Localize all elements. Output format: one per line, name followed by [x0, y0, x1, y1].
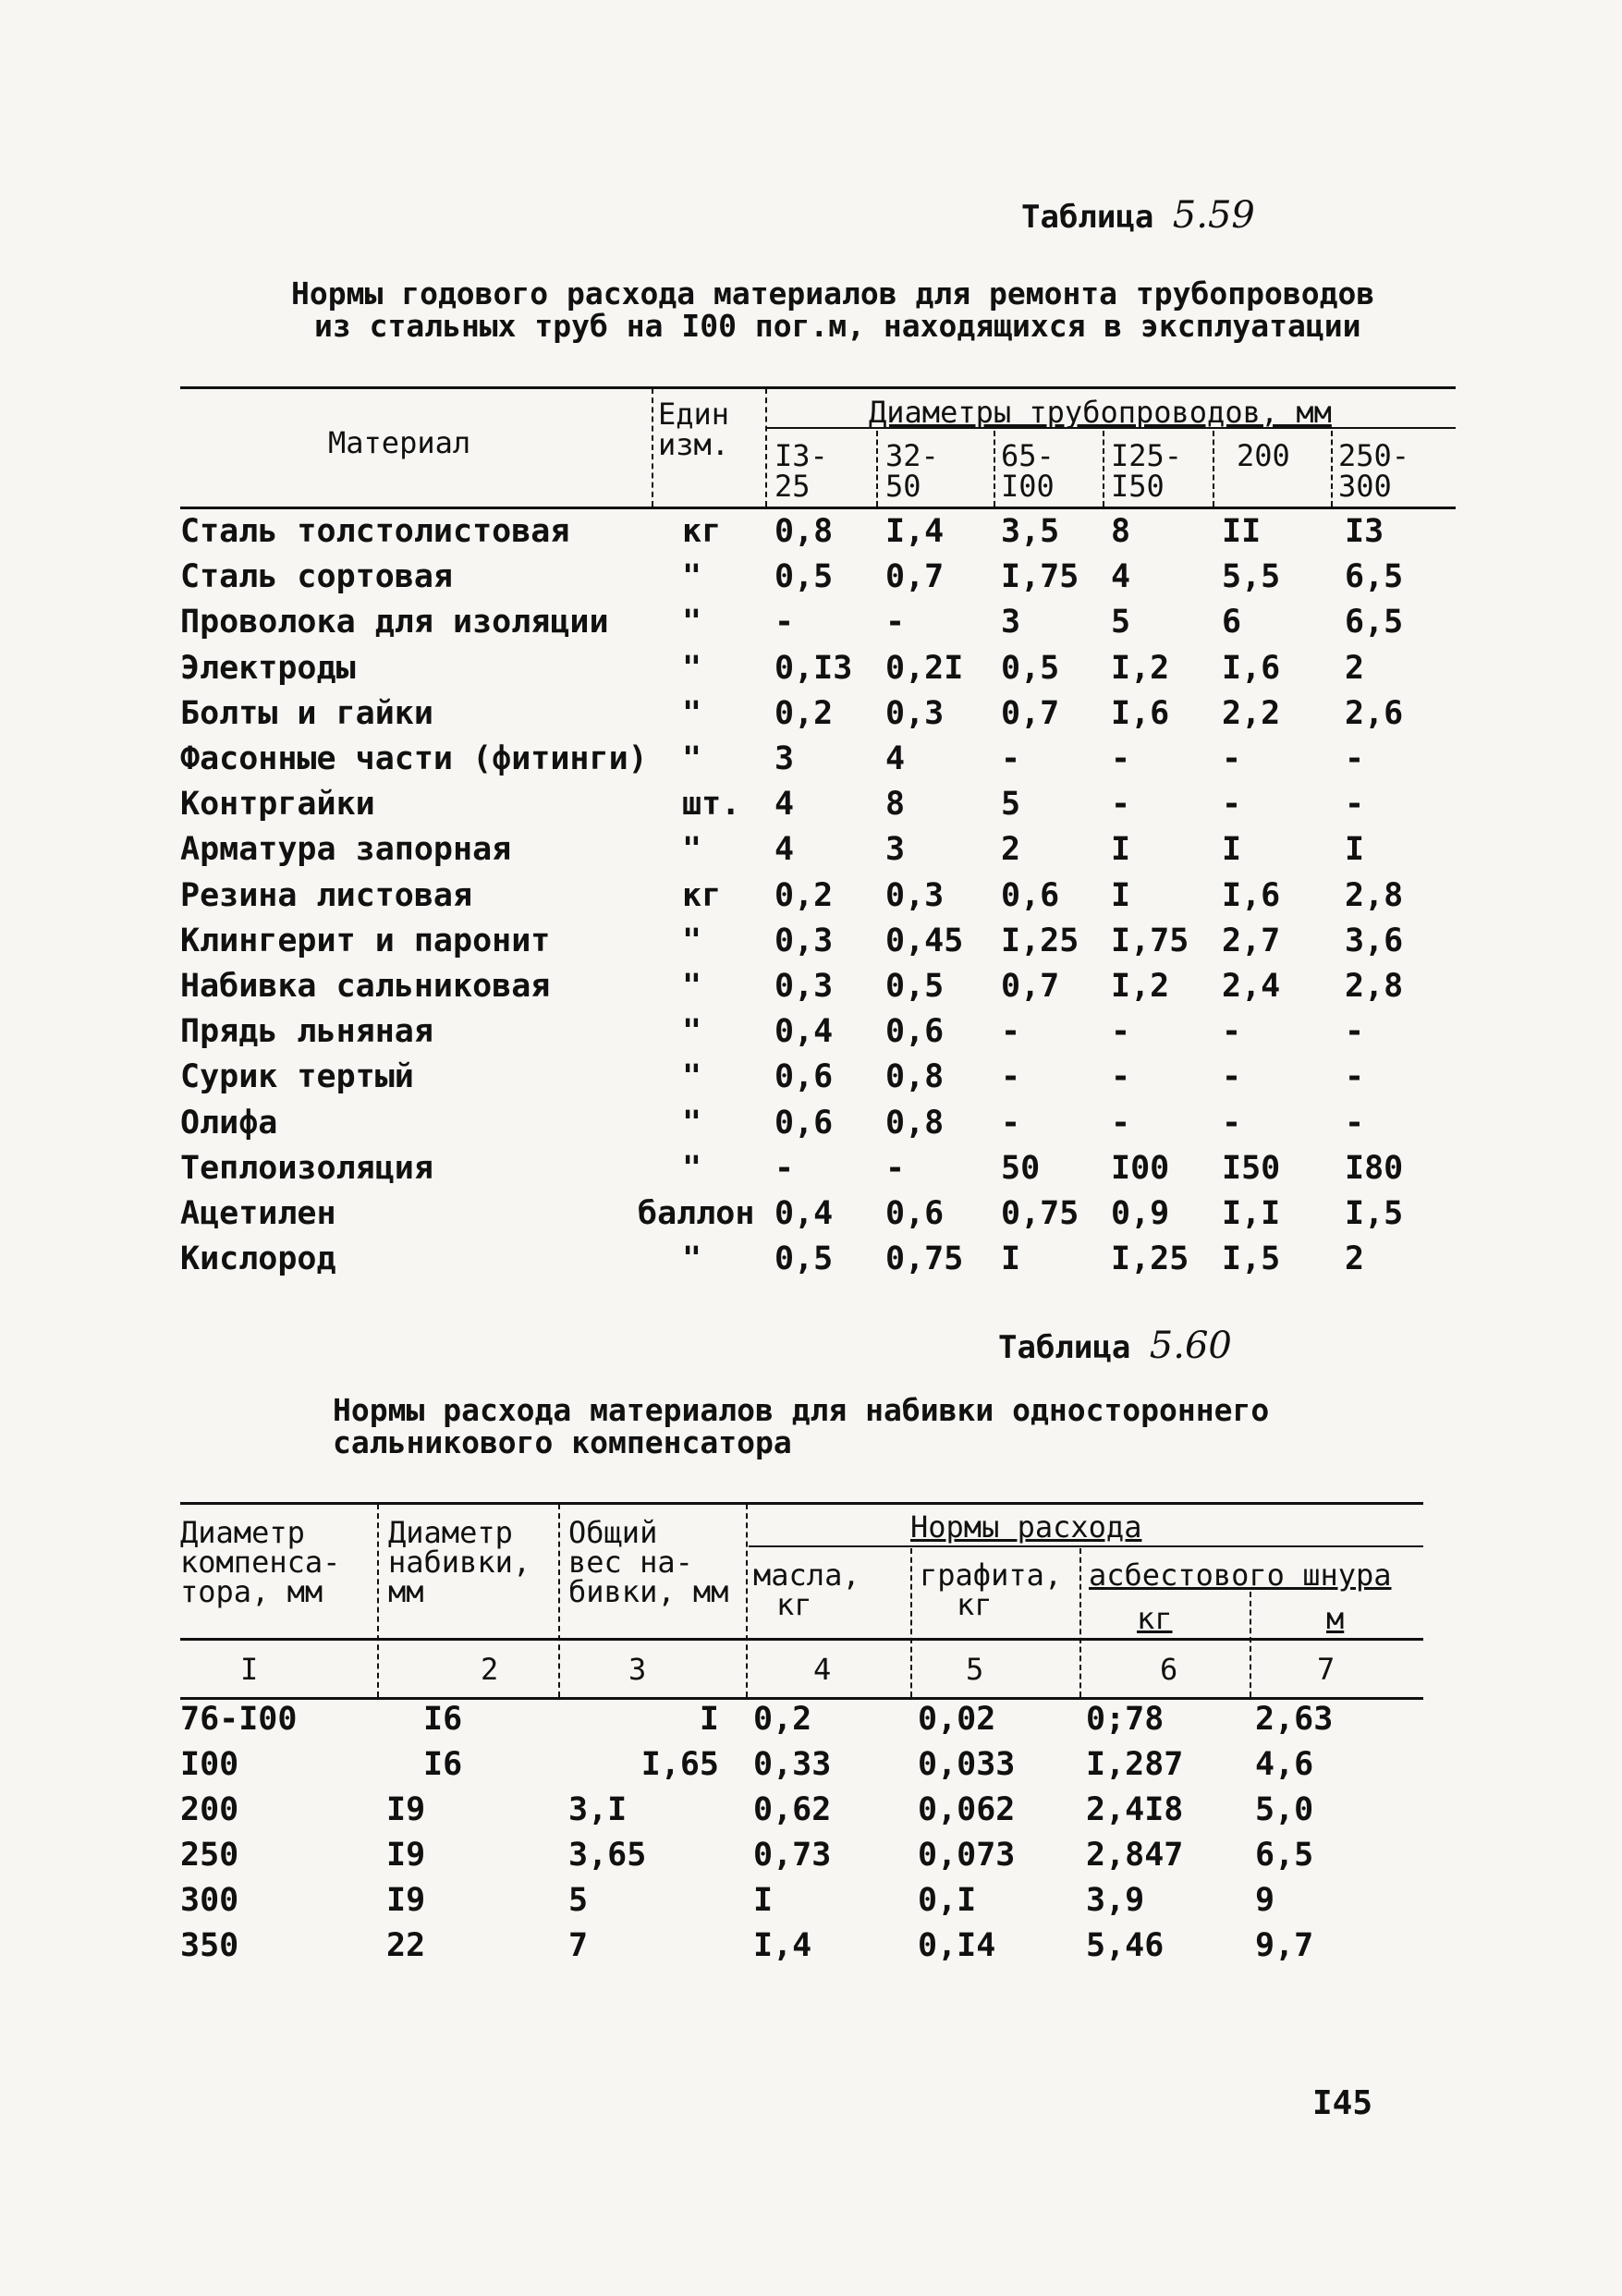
table1-header-d6-l1: 250- [1338, 438, 1410, 473]
table2-value-cell: 0,033 [918, 1746, 1016, 1783]
table1-value-cell: I,6 [1222, 650, 1281, 687]
table1-value-cell: 0,5 [885, 968, 945, 1005]
table1-material-cell: Сталь толстолистовая [180, 513, 570, 550]
table2-value-cell: I,287 [1086, 1746, 1184, 1783]
table1-value-cell: 6 [1222, 604, 1242, 641]
table2-header-col3-l1: Общий [568, 1515, 658, 1550]
table1-value-cell: 0,6 [774, 1058, 834, 1095]
table1-value-cell: - [1345, 1013, 1365, 1050]
table1-value-cell: - [1345, 1058, 1365, 1095]
table1-material-cell: Контргайки [180, 786, 375, 823]
table1-material-cell: Олифа [180, 1105, 278, 1142]
table2-value-cell: I,65 [640, 1746, 719, 1783]
table2-colnum: 4 [813, 1652, 832, 1687]
table2-value-cell: 250 [180, 1837, 239, 1874]
table2-value-cell: 0;78 [1086, 1701, 1165, 1738]
table1-value-cell: 6,5 [1345, 558, 1404, 595]
table1-value-cell: - [1111, 1058, 1131, 1095]
table1-material-cell: Набивка сальниковая [180, 968, 551, 1005]
table1-header-d2-l2: 50 [885, 469, 921, 504]
table1-value-cell: 50 [1001, 1150, 1041, 1187]
table1-unit-cell: " [682, 695, 702, 732]
table1-value-cell: 0,9 [1111, 1195, 1170, 1232]
table1-caption [1021, 194, 1255, 237]
table1-value-cell: 0,6 [1001, 877, 1060, 914]
table1-header-d3-l1: 65- [1001, 438, 1055, 473]
table1-unit-cell: " [682, 1058, 702, 1095]
table1-value-cell: 8 [885, 786, 906, 823]
table1-value-cell: 0,7 [1001, 695, 1060, 732]
table1-value-cell: - [1001, 740, 1021, 777]
table1-value-cell: I,75 [1001, 558, 1079, 595]
table1-value-cell: 2 [1345, 650, 1365, 687]
table1-value-cell: 4 [774, 831, 795, 868]
table1-value-cell: 4 [774, 786, 795, 823]
table2-header-col2-l2: набивки, [388, 1545, 531, 1580]
table1-value-cell: - [774, 604, 795, 641]
table1-value-cell: 3 [885, 831, 906, 868]
table1-value-cell: 2,7 [1222, 922, 1281, 959]
table1-value-cell: - [1222, 1105, 1242, 1142]
table1-header-bottom-rule [180, 507, 1456, 509]
table1-header-d6-l2: 300 [1338, 469, 1392, 504]
table1-header-unit-l1: Един [658, 397, 730, 432]
table2-value-cell: I6 [423, 1746, 463, 1783]
table1-header-d3-l2: I00 [1001, 469, 1055, 504]
table1-caption-prefix: Таблица [1021, 199, 1154, 236]
table2-value-cell: 5 [568, 1882, 589, 1919]
table1-unit-cell: " [682, 1013, 702, 1050]
table1-value-cell: - [1001, 1105, 1021, 1142]
table1-value-cell: 6,5 [1345, 604, 1404, 641]
table2-header-col1-l2: компенса- [180, 1545, 341, 1580]
table2-colnum: 7 [1317, 1652, 1335, 1687]
table1-value-cell: - [1222, 1013, 1242, 1050]
table1-value-cell: 0,45 [885, 922, 964, 959]
table2-top-rule [180, 1502, 1423, 1505]
table1-value-cell: I50 [1222, 1150, 1281, 1187]
table1-unit-cell: " [682, 650, 702, 687]
table2-header-bottom-rule [180, 1638, 1423, 1641]
table1-title-line2: из стальных труб на I00 пог.м, находящихся в эксплуатации [314, 308, 1361, 344]
table1-value-cell: I,5 [1345, 1195, 1404, 1232]
table2-divider [910, 1548, 912, 1697]
table1-header-d4-l1: I25- [1111, 438, 1183, 473]
table1-value-cell: I,6 [1111, 695, 1170, 732]
table1-value-cell: I3 [1345, 513, 1384, 550]
table1-unit-cell: " [682, 740, 702, 777]
table1-value-cell: 2,6 [1345, 695, 1404, 732]
table1-value-cell: - [1345, 786, 1365, 823]
table1-value-cell: 8 [1111, 513, 1131, 550]
table2-divider [558, 1504, 560, 1697]
table2-header-col1-l1: Диаметр [180, 1515, 305, 1550]
table1-value-cell: 0,75 [1001, 1195, 1079, 1232]
table1-value-cell: 2 [1345, 1240, 1365, 1277]
table1-unit-cell: " [682, 558, 702, 595]
table2-divider [1079, 1548, 1081, 1697]
table1-value-cell: - [1345, 740, 1365, 777]
table2-value-cell: 0,2 [753, 1701, 812, 1738]
table2-value-cell: 2,63 [1255, 1701, 1334, 1738]
table1-material-cell: Резина листовая [180, 877, 473, 914]
table1-value-cell: 0,6 [774, 1105, 834, 1142]
table1-value-cell: 0,3 [885, 877, 945, 914]
table1-value-cell: 0,7 [885, 558, 945, 595]
table1-value-cell: 5 [1111, 604, 1131, 641]
table1-unit-cell: " [682, 1105, 702, 1142]
table1-value-cell: II [1222, 513, 1262, 550]
table1-value-cell: - [1111, 1013, 1131, 1050]
table1-value-cell: I80 [1345, 1150, 1404, 1187]
table1-material-cell: Ацетилен [180, 1195, 336, 1232]
table2-title-line2: сальникового компенсатора [333, 1424, 792, 1460]
table1-value-cell: I,25 [1001, 922, 1079, 959]
table1-value-cell: - [1222, 1058, 1242, 1095]
table1-value-cell: - [1001, 1058, 1021, 1095]
table1-divider [994, 431, 995, 507]
table2-header-asbestos: асбестового шнура [1089, 1557, 1392, 1593]
table2-caption [998, 1325, 1232, 1367]
table1-divider [1331, 431, 1333, 507]
table1-value-cell: I [1222, 831, 1242, 868]
table1-value-cell: I [1111, 877, 1131, 914]
table2-header-asb-m: м [1326, 1601, 1345, 1636]
table1-value-cell: 0,8 [774, 513, 834, 550]
table2-colnum: I [240, 1652, 259, 1687]
table2-value-cell: 0,73 [753, 1837, 832, 1874]
table1-value-cell: 4 [885, 740, 906, 777]
table2-value-cell: 200 [180, 1791, 239, 1828]
table2-colnum: 2 [481, 1652, 499, 1687]
table1-value-cell: - [885, 604, 906, 641]
table1-value-cell: 0,2 [774, 877, 834, 914]
table1-unit-cell: " [682, 968, 702, 1005]
table2-header-asb-kg: кг [1137, 1601, 1173, 1636]
table1-top-rule [180, 386, 1456, 389]
table1-value-cell: 0,3 [774, 922, 834, 959]
table1-value-cell: - [1111, 786, 1131, 823]
table1-header-unit-l2: изм. [658, 427, 730, 462]
table1-value-cell: I,2 [1111, 650, 1170, 687]
table1-value-cell: 2,4 [1222, 968, 1281, 1005]
table1-value-cell: I,2 [1111, 968, 1170, 1005]
table2-value-cell: 22 [386, 1927, 426, 1964]
table1-divider [652, 388, 653, 507]
table1-value-cell: I,75 [1111, 922, 1189, 959]
table1-unit-cell: кг [682, 877, 722, 914]
table2-value-cell: 2,4I8 [1086, 1791, 1184, 1828]
table1-title-line1: Нормы годового расхода материалов для ремонта трубопроводов [291, 275, 1375, 311]
table2-value-cell: 3,I [568, 1791, 628, 1828]
table2-header-col2-l3: мм [388, 1574, 424, 1609]
table2-value-cell: 0,33 [753, 1746, 832, 1783]
table1-value-cell: 0,75 [885, 1240, 964, 1277]
table2-divider [377, 1504, 379, 1697]
table1-value-cell: 0,6 [885, 1013, 945, 1050]
table2-title-line1: Нормы расхода материалов для набивки одностороннего [333, 1392, 1270, 1428]
table2-divider [1250, 1592, 1251, 1697]
table2-header-oil-l2: кг [776, 1587, 812, 1622]
table1-divider [1103, 431, 1104, 507]
table1-divider [876, 431, 878, 507]
table2-caption-number: 5.60 [1149, 1325, 1232, 1367]
table1-value-cell: 3 [1001, 604, 1021, 641]
table1-unit-cell: " [682, 1240, 702, 1277]
table1-unit-cell: кг [682, 513, 722, 550]
table1-value-cell: 3,6 [1345, 922, 1404, 959]
table1-value-cell: - [1111, 740, 1131, 777]
table1-value-cell: I [1001, 1240, 1021, 1277]
table2-header-col2-l1: Диаметр [388, 1515, 513, 1550]
table1-header-d5-l1: 200 [1237, 438, 1290, 473]
table1-material-cell: Арматура запорная [180, 831, 512, 868]
table2-value-cell: I9 [386, 1791, 426, 1828]
table2-value-cell: 0,073 [918, 1837, 1016, 1874]
table2-value-cell: 76-I00 [180, 1701, 298, 1738]
table2-value-cell: 9,7 [1255, 1927, 1314, 1964]
table1-divider [765, 388, 767, 507]
table1-header-material: Материал [328, 425, 471, 460]
table2-value-cell: 2,847 [1086, 1837, 1184, 1874]
table1-unit-cell: " [682, 922, 702, 959]
table1-material-cell: Сталь сортовая [180, 558, 454, 595]
table1-header-d1-l1: I3- [774, 438, 828, 473]
table2-value-cell: I00 [180, 1746, 239, 1783]
page-number: I45 [1312, 2084, 1373, 2122]
table1-value-cell: 0,5 [774, 558, 834, 595]
table2-numbers-rule [180, 1697, 1423, 1700]
table1-header-diam-group: Диаметры трубопроводов, мм [869, 395, 1332, 430]
table1-material-cell: Болты и гайки [180, 695, 433, 732]
table1-value-cell: I,I [1222, 1195, 1281, 1232]
table1-value-cell: 0,4 [774, 1013, 834, 1050]
table2-value-cell: I,4 [753, 1927, 812, 1964]
table1-value-cell: I,5 [1222, 1240, 1281, 1277]
table1-unit-cell: баллон [638, 1195, 755, 1232]
table1-value-cell: 0,5 [1001, 650, 1060, 687]
table1-value-cell: I,6 [1222, 877, 1281, 914]
table1-value-cell: 0,3 [774, 968, 834, 1005]
table1-value-cell: 0,3 [885, 695, 945, 732]
table2-value-cell: 300 [180, 1882, 239, 1919]
table2-value-cell: I [753, 1882, 774, 1919]
table1-value-cell: - [1222, 786, 1242, 823]
table1-value-cell: 0,6 [885, 1195, 945, 1232]
table2-value-cell: 6,5 [1255, 1837, 1314, 1874]
table2-colnum: 3 [628, 1652, 647, 1687]
table2-value-cell: 9 [1255, 1882, 1275, 1919]
table1-value-cell: - [885, 1150, 906, 1187]
table2-header-col1-l3: тора, мм [180, 1574, 323, 1609]
table2-value-cell: 3,9 [1086, 1882, 1145, 1919]
table2-divider [746, 1504, 748, 1697]
table1-unit-cell: шт. [682, 786, 741, 823]
table2-header-col3-l3: бивки, мм [568, 1574, 729, 1609]
table2-caption-prefix: Таблица [998, 1329, 1131, 1366]
table1-material-cell: Клингерит и паронит [180, 922, 551, 959]
table1-value-cell: - [1111, 1105, 1131, 1142]
table1-value-cell: 5 [1001, 786, 1021, 823]
table2-value-cell: 0,I4 [918, 1927, 996, 1964]
table2-value-cell: 0,02 [918, 1701, 996, 1738]
table2-value-cell: 350 [180, 1927, 239, 1964]
table1-value-cell: I [1111, 831, 1131, 868]
table1-unit-cell: " [682, 604, 702, 641]
table2-value-cell: 4,6 [1255, 1746, 1314, 1783]
table2-value-cell: I [699, 1701, 719, 1738]
table1-material-cell: Фасонные части (фитинги) [180, 740, 648, 777]
table1-header-d2-l1: 32- [885, 438, 939, 473]
table1-material-cell: Кислород [180, 1240, 336, 1277]
table1-value-cell: 5,5 [1222, 558, 1281, 595]
table1-caption-number: 5.59 [1172, 194, 1255, 237]
table2-value-cell: 5,46 [1086, 1927, 1165, 1964]
table1-value-cell: 0,2I [885, 650, 964, 687]
table1-value-cell: 0,I3 [774, 650, 853, 687]
table2-colnum: 5 [966, 1652, 984, 1687]
table2-value-cell: 7 [568, 1927, 589, 1964]
table1-value-cell: 3,5 [1001, 513, 1060, 550]
table2-value-cell: I9 [386, 1882, 426, 1919]
table2-header-norms: Нормы расхода [910, 1509, 1142, 1545]
table2-value-cell: 5,0 [1255, 1791, 1314, 1828]
table1-value-cell: - [774, 1150, 795, 1187]
table1-value-cell: I [1345, 831, 1365, 868]
table1-material-cell: Сурик тертый [180, 1058, 414, 1095]
table1-material-cell: Электроды [180, 650, 356, 687]
table1-material-cell: Теплоизоляция [180, 1150, 433, 1187]
table1-value-cell: 0,4 [774, 1195, 834, 1232]
table1-value-cell: 2 [1001, 831, 1021, 868]
table2-value-cell: 0,I [918, 1882, 977, 1919]
table2-value-cell: I6 [423, 1701, 463, 1738]
table1-divider [1213, 431, 1214, 507]
table2-header-graphite-l2: кг [957, 1587, 993, 1622]
table2-value-cell: 0,62 [753, 1791, 832, 1828]
table1-header-d4-l2: I50 [1111, 469, 1165, 504]
table2-value-cell: 3,65 [568, 1837, 647, 1874]
table1-value-cell: I,25 [1111, 1240, 1189, 1277]
table1-value-cell: 0,7 [1001, 968, 1060, 1005]
table1-value-cell: - [1001, 1013, 1021, 1050]
table2-value-cell: I9 [386, 1837, 426, 1874]
table1-value-cell: 0,5 [774, 1240, 834, 1277]
table1-header-d1-l2: 25 [774, 469, 811, 504]
table1-value-cell: 3 [774, 740, 795, 777]
table1-value-cell: 0,8 [885, 1105, 945, 1142]
table1-unit-cell: " [682, 831, 702, 868]
table1-value-cell: 2,2 [1222, 695, 1281, 732]
table1-value-cell: 0,2 [774, 695, 834, 732]
table1-value-cell: - [1345, 1105, 1365, 1142]
table1-material-cell: Проволока для изоляции [180, 604, 609, 641]
table1-value-cell: - [1222, 740, 1242, 777]
table2-header-col3-l2: вес на- [568, 1545, 693, 1580]
table1-value-cell: 2,8 [1345, 877, 1404, 914]
table2-header-graphite-l1: графита, [920, 1557, 1063, 1593]
table1-value-cell: I00 [1111, 1150, 1170, 1187]
table2-colnum: 6 [1160, 1652, 1178, 1687]
table1-value-cell: I,4 [885, 513, 945, 550]
table2-header-oil-l1: масла, [753, 1557, 860, 1593]
table1-unit-cell: " [682, 1150, 702, 1187]
table1-value-cell: 4 [1111, 558, 1131, 595]
table2-value-cell: 0,062 [918, 1791, 1016, 1828]
table1-value-cell: 2,8 [1345, 968, 1404, 1005]
table1-value-cell: 0,8 [885, 1058, 945, 1095]
table2-group-rule [749, 1545, 1423, 1547]
table1-material-cell: Прядь льняная [180, 1013, 433, 1050]
